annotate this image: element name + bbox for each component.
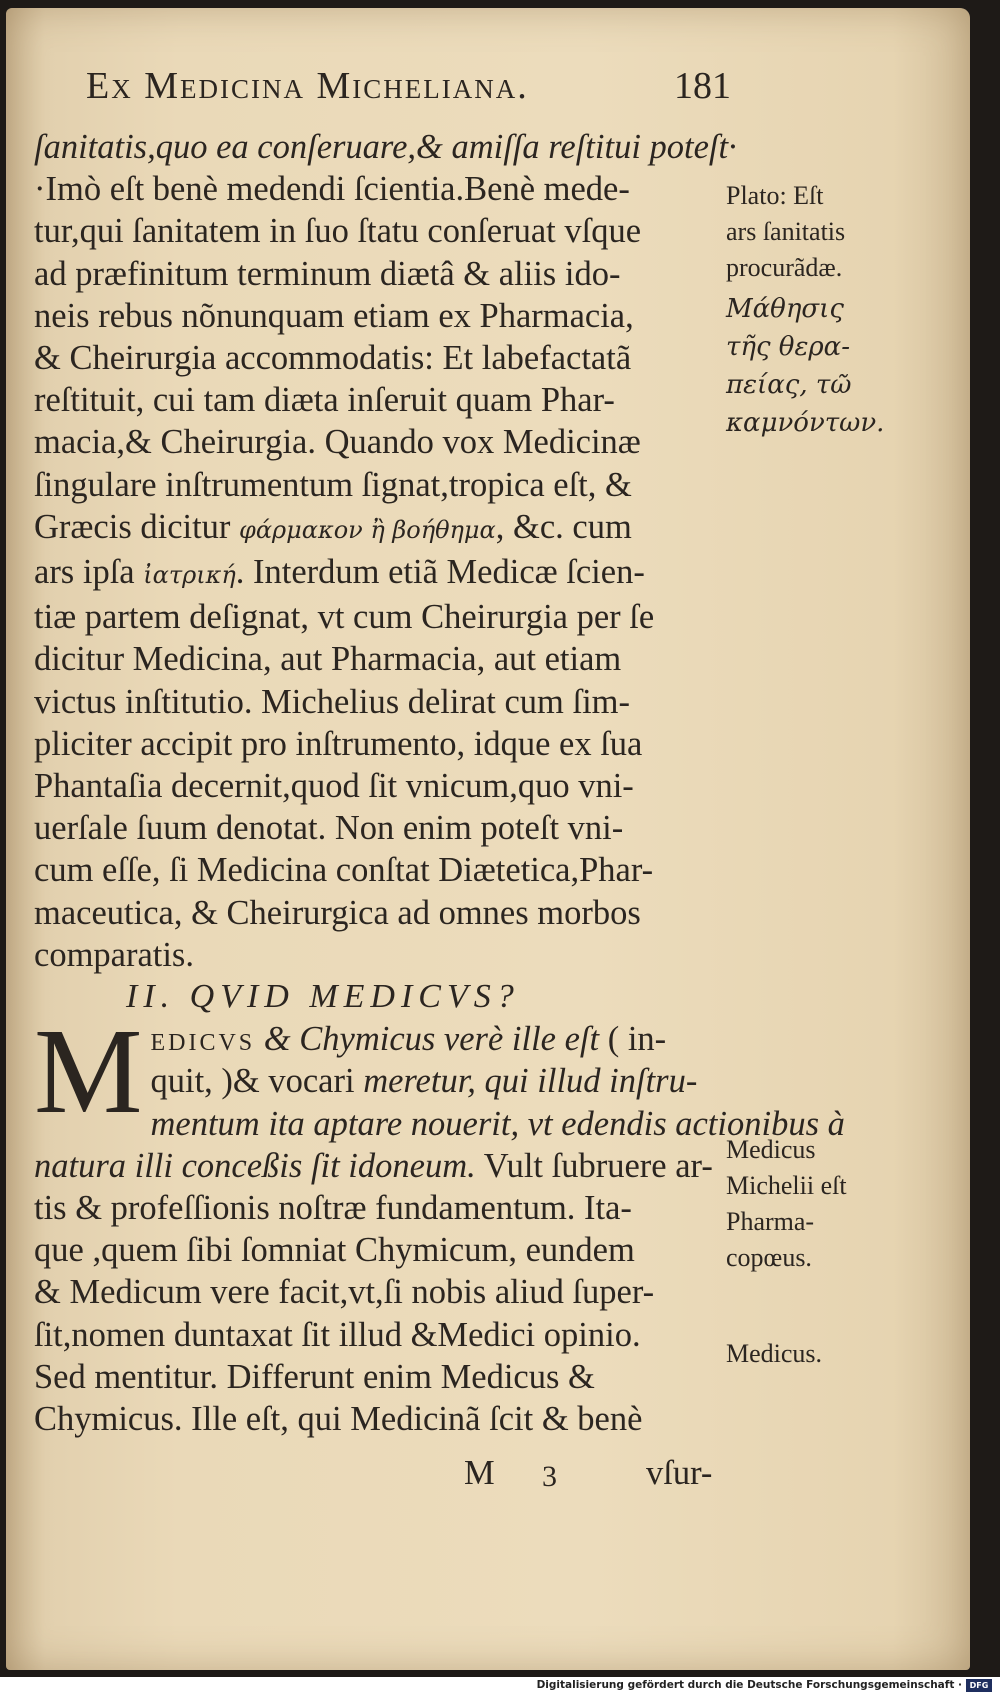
text-line: ſit,nomen duntaxat ſit illud &Medici opinio. (34, 1315, 641, 1354)
text-span: & Chymicus verè ille eſt (255, 1020, 600, 1059)
text-line: tur,qui ſanitatem in ſuo ſtatu conſeruat vſque (34, 212, 642, 251)
text-line: que ,quem ſibi ſomniat Chymicum, eundem (34, 1231, 635, 1270)
margin-note-greek: Μάθησις (726, 294, 844, 324)
text-line: tis & profeſſionis noſtræ fundamentum. Ita- (34, 1189, 632, 1228)
text-line: dicitur Medicina, aut Pharmacia, aut etiam (34, 640, 622, 679)
signature-number: 3 (542, 1460, 557, 1493)
text-span: , &c. cum (495, 507, 632, 546)
text-line (34, 1145, 724, 1187)
text-line: mentum ita aptare nouerit, vt edendis actionibus à (150, 1104, 845, 1143)
funding-credit: Digitalisierung gefördert durch die Deutsche Forschungsgemeinschaft · (536, 1679, 962, 1691)
text-line: neis rebus nõnunquam etiam ex Pharmacia, (34, 296, 634, 335)
text-span: ars ipſa (34, 553, 144, 592)
text-line: Sed mentitur. Differunt enim Medicus & (34, 1357, 595, 1396)
text-line: ſanitatis,quo ea conſeruare,& amiſſa reſtitui poteſt· (34, 128, 737, 166)
text-line: comparatis. (34, 935, 194, 974)
text-line: Phantaſia decernit,quod ſit vnicum,quo vni- (34, 767, 634, 806)
footer-bar (0, 1677, 1000, 1695)
book-page (6, 8, 970, 1670)
text-line: Chymicus. Ille eſt, qui Medicinã ſcit & benè (34, 1400, 643, 1439)
text-span: . Interdum etiã Medicæ ſcien- (235, 553, 645, 592)
margin-note-greek: πείας, τῶ (726, 370, 852, 400)
catchword: vſur- (646, 1454, 713, 1492)
margin-note-plato: procurãdæ. (726, 253, 843, 282)
running-head: Ex Medicina Micheliana. (86, 65, 529, 107)
dfg-logo-icon: DFG (966, 1679, 992, 1692)
text-line: pliciter accipit pro inſtrumento, idque ex ſua (34, 724, 643, 763)
greek-phrase: φάρμακον ἢ βοήθημα (239, 515, 496, 544)
margin-note-greek: τῆς θερα- (726, 332, 851, 362)
signature-mark: M (464, 1454, 495, 1492)
margin-note-greek: καμνόντων. (726, 408, 885, 438)
text-line: ad præfinitum terminum diætâ & aliis ido- (34, 254, 621, 293)
margin-note-medicus: copœus. (726, 1243, 812, 1272)
text-span: edicvs (150, 1020, 256, 1059)
text-line: macia,& Cheirurgia. Quando vox Medicinæ (34, 423, 641, 462)
text-line: reſtituit, cui tam diæta inſeruit quam Phar- (34, 381, 615, 420)
text-span: ( in- (599, 1020, 667, 1059)
text-span: Græcis dicitur (34, 507, 240, 546)
text-line (34, 551, 724, 596)
text-line: ·Imò eſt benè medendi ſcientia.Benè mede- (34, 170, 630, 209)
text-line: & Medicum vere facit,vt,ſi nobis aliud ſuper- (34, 1273, 655, 1312)
text-span: meretur, qui illud inſtru- (363, 1062, 698, 1101)
greek-word: ἰατρική (143, 561, 236, 590)
text-line: ſingulare inſtrumentum ſignat,tropica eſt, & (34, 465, 632, 504)
text-line: victus inſtitutio. Michelius delirat cum ſim- (34, 682, 631, 721)
margin-note-medicus: Pharma- (726, 1207, 815, 1236)
margin-note-medicus: Michelii eſt (726, 1171, 847, 1200)
section-heading: II. QVID MEDICVS? (126, 978, 520, 1016)
text-line: uerſale ſuum denotat. Non enim poteſt vni- (34, 809, 624, 848)
margin-note-plato: Plato: Eſt (726, 181, 824, 210)
margin-note-plato: ars ſanitatis (726, 217, 846, 246)
margin-note-medicus-single: Medicus. (726, 1339, 823, 1368)
margin-note-medicus: Medicus (726, 1135, 816, 1164)
text-line (34, 506, 724, 551)
text-span: Vult ſubruere ar- (475, 1146, 713, 1185)
drop-cap: M (34, 1004, 143, 1140)
text-line: cum eſſe, ſi Medicina conſtat Diætetica,Phar- (34, 851, 654, 890)
page-number: 181 (674, 65, 731, 107)
text-line: tiæ partem deſignat, vt cum Cheirurgia per ſe (34, 598, 655, 637)
text-span: quit, )& vocari (150, 1062, 364, 1101)
text-line: maceutica, & Cheirurgica ad omnes morbos (34, 893, 641, 932)
text-span: natura illi conceßis ſit idoneum. (34, 1146, 476, 1185)
text-line: & Cheirurgia accommodatis: Et labefactatã (34, 339, 632, 378)
